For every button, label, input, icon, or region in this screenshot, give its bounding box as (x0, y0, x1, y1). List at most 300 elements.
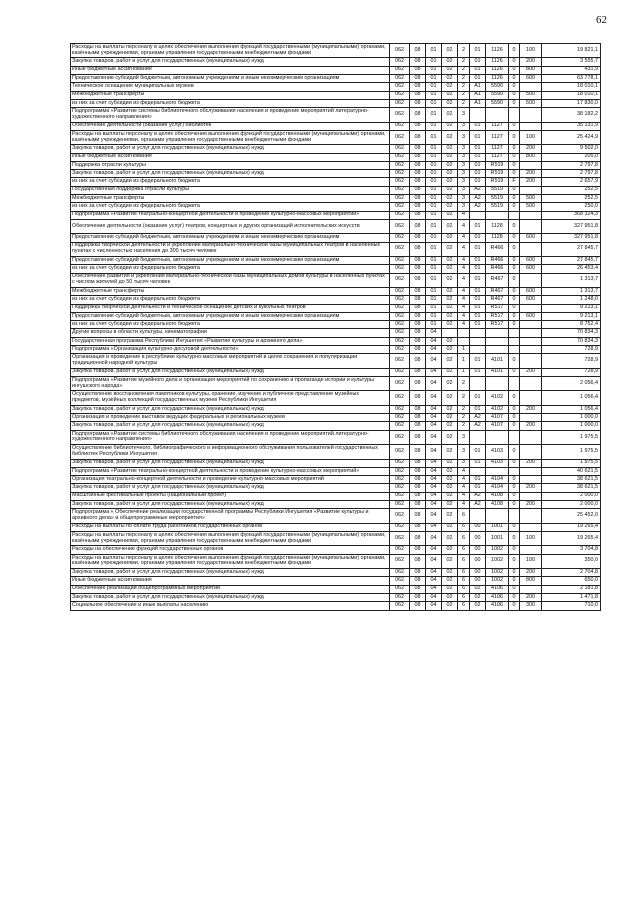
item-name-cell: Закупка товаров, работ и услуг для государственных (муниципальных) нужд (71, 170, 390, 178)
table-row (71, 422, 601, 430)
subsection-code-cell: 01 (426, 83, 442, 91)
direction-code-cell: 4101 (486, 354, 509, 368)
ministry-code-cell: 062 (390, 577, 410, 585)
program-code-cell: 02 (442, 523, 458, 531)
program-code-cell: 02 (442, 509, 458, 523)
subsection-code-cell: 01 (426, 58, 442, 66)
program-code-cell: 02 (442, 186, 458, 194)
table-row (71, 577, 601, 585)
ministry-code-cell: 062 (390, 203, 410, 211)
program-code-cell: 02 (442, 321, 458, 329)
subprogram-code-cell: 4 (458, 219, 470, 233)
fund-code-cell: F (509, 178, 520, 186)
program-code-cell: 02 (442, 422, 458, 430)
section-code-cell: 08 (410, 203, 426, 211)
fund-code-cell: 0 (509, 569, 520, 577)
ministry-code-cell: 062 (390, 273, 410, 287)
ministry-code-cell: 062 (390, 554, 410, 568)
ministry-code-cell: 062 (390, 108, 410, 122)
ministry-code-cell: 062 (390, 195, 410, 203)
program-code-cell: 02 (442, 484, 458, 492)
subprogram-code-cell: 2 (458, 405, 470, 413)
expense-type-code-cell: 100 (520, 130, 542, 144)
item-name-cell: Подпрограмма «Развитие театрально-концертной деятельности и проведение культурно-массовых мероприятий» (71, 211, 390, 219)
amount-cell: 38 621,5 (542, 476, 601, 484)
amount-cell: 1 975,5 (542, 459, 601, 467)
program-code-cell: 02 (442, 337, 458, 345)
direction-code-cell: 4103 (486, 445, 509, 459)
table-row (71, 492, 601, 500)
item-name-cell: Подпрограмма «Развитие музейного дела и организация мероприятий по сохранению и пропаганде истории и культуры ингушского народа» (71, 377, 390, 391)
direction-code-cell: 1126 (486, 58, 509, 66)
fund-code-cell: 0 (509, 296, 520, 304)
item-name-cell: Осуществление восстановления памятников культуры, хранение, изучение и публичное представление музейных предметов, музейных коллекций государственных музеев Республики Ингушетия (71, 391, 390, 405)
subsection-code-cell: 01 (426, 145, 442, 153)
subsection-code-cell: 04 (426, 368, 442, 376)
expense-type-code-cell: 600 (520, 287, 542, 295)
ministry-code-cell: 062 (390, 405, 410, 413)
direction-code-cell: R519 (486, 170, 509, 178)
subsection-code-cell: 04 (426, 569, 442, 577)
program-code-cell: 02 (442, 91, 458, 99)
subsection-code-cell: 04 (426, 346, 442, 354)
fund-code-cell: 0 (509, 422, 520, 430)
fund-code-cell: 0 (509, 554, 520, 568)
program-code-cell: 02 (442, 602, 458, 610)
amount-cell: 18 010,1 (542, 91, 601, 99)
amount-cell: 25 452,0 (542, 509, 601, 523)
item-name-cell: Подпрограмма «Развитие системы библиотечного обслуживания населения и проведение мероприятий литературно-художественного направления» (71, 430, 390, 444)
amount-cell: 3 555,7 (542, 58, 601, 66)
amount-cell: 1 000,0 (542, 422, 601, 430)
subprogram-code-cell: 3 (458, 130, 470, 144)
amount-cell: 38 182,2 (542, 108, 601, 122)
fund-code-cell: 0 (509, 476, 520, 484)
measure-code-cell (470, 467, 486, 475)
subsection-code-cell: 04 (426, 337, 442, 345)
measure-code-cell: A2 (470, 492, 486, 500)
section-code-cell: 08 (410, 219, 426, 233)
subsection-code-cell: 04 (426, 476, 442, 484)
ministry-code-cell: 062 (390, 368, 410, 376)
subprogram-code-cell: 3 (458, 170, 470, 178)
ministry-code-cell: 062 (390, 257, 410, 265)
expense-type-code-cell (520, 321, 542, 329)
section-code-cell: 08 (410, 170, 426, 178)
fund-code-cell: 0 (509, 531, 520, 545)
table-row (71, 195, 601, 203)
direction-code-cell (486, 509, 509, 523)
measure-code-cell: A1 (470, 83, 486, 91)
measure-code-cell (470, 337, 486, 345)
program-code-cell: 02 (442, 554, 458, 568)
measure-code-cell: A1 (470, 91, 486, 99)
subprogram-code-cell: 4 (458, 234, 470, 242)
subprogram-code-cell: 2 (458, 414, 470, 422)
measure-code-cell: 00 (470, 523, 486, 531)
ministry-code-cell: 062 (390, 161, 410, 169)
measure-code-cell: 01 (470, 66, 486, 74)
table-row (71, 569, 601, 577)
expense-type-code-cell: 200 (520, 170, 542, 178)
measure-code-cell: A2 (470, 414, 486, 422)
measure-code-cell: 01 (470, 476, 486, 484)
item-name-cell: Закупка товаров, работ и услуг для государственных (муниципальных) нужд (71, 422, 390, 430)
subsection-code-cell: 01 (426, 195, 442, 203)
measure-code-cell: 01 (470, 145, 486, 153)
expense-type-code-cell: 600 (520, 257, 542, 265)
amount-cell: 1 000,0 (542, 414, 601, 422)
fund-code-cell: 0 (509, 585, 520, 593)
subprogram-code-cell (458, 329, 470, 337)
subprogram-code-cell: 6 (458, 554, 470, 568)
subsection-code-cell: 01 (426, 287, 442, 295)
expense-type-code-cell: 600 (520, 74, 542, 82)
subsection-code-cell: 04 (426, 430, 442, 444)
subsection-code-cell: 01 (426, 44, 442, 58)
expense-type-code-cell: 200 (520, 484, 542, 492)
subprogram-code-cell: 4 (458, 287, 470, 295)
ministry-code-cell: 062 (390, 329, 410, 337)
table-row (71, 354, 601, 368)
expense-type-code-cell: 200 (520, 459, 542, 467)
direction-code-cell: 1127 (486, 153, 509, 161)
measure-code-cell: 01 (470, 312, 486, 320)
ministry-code-cell: 062 (390, 153, 410, 161)
item-name-cell: Обеспечение деятельности (оказание услуг) библиотек (71, 122, 390, 130)
amount-cell: 27 845,7 (542, 242, 601, 256)
direction-code-cell: 1001 (486, 523, 509, 531)
ministry-code-cell: 062 (390, 492, 410, 500)
section-code-cell: 08 (410, 122, 426, 130)
program-code-cell: 02 (442, 99, 458, 107)
subprogram-code-cell: 4 (458, 257, 470, 265)
amount-cell: 1 975,5 (542, 430, 601, 444)
table-row (71, 329, 601, 337)
subsection-code-cell: 01 (426, 242, 442, 256)
direction-code-cell: 1126 (486, 44, 509, 58)
section-code-cell: 08 (410, 91, 426, 99)
expense-type-code-cell (520, 273, 542, 287)
item-name-cell: Другие вопросы в области культуры, кинематографии (71, 329, 390, 337)
measure-code-cell: 01 (470, 44, 486, 58)
ministry-code-cell: 062 (390, 484, 410, 492)
measure-code-cell: 01 (470, 265, 486, 273)
ministry-code-cell: 062 (390, 83, 410, 91)
item-name-cell: Межбюджетные трансферты (71, 195, 390, 203)
ministry-code-cell: 062 (390, 91, 410, 99)
expense-type-code-cell: 800 (520, 577, 542, 585)
direction-code-cell: 5519 (486, 186, 509, 194)
item-name-cell: Закупка товаров, работ и услуг для государственных (муниципальных) нужд (71, 459, 390, 467)
item-name-cell: Закупка товаров, работ и услуг для государственных (муниципальных) нужд (71, 593, 390, 601)
ministry-code-cell: 062 (390, 531, 410, 545)
measure-code-cell: 01 (470, 257, 486, 265)
direction-code-cell: R517 (486, 312, 509, 320)
table-row (71, 337, 601, 345)
section-code-cell: 08 (410, 178, 426, 186)
amount-cell: 327 951,8 (542, 234, 601, 242)
subprogram-code-cell: 3 (458, 178, 470, 186)
fund-code-cell: 0 (509, 145, 520, 153)
measure-code-cell: 01 (470, 354, 486, 368)
direction-code-cell: 1002 (486, 577, 509, 585)
fund-code-cell: 0 (509, 391, 520, 405)
subprogram-code-cell: 4 (458, 321, 470, 329)
program-code-cell: 02 (442, 108, 458, 122)
ministry-code-cell: 062 (390, 304, 410, 312)
fund-code-cell (509, 329, 520, 337)
measure-code-cell: A2 (470, 422, 486, 430)
subprogram-code-cell: 2 (458, 99, 470, 107)
subprogram-code-cell: 2 (458, 74, 470, 82)
subprogram-code-cell: 4 (458, 304, 470, 312)
amount-cell: 9 502,0 (542, 145, 601, 153)
fund-code-cell: 0 (509, 161, 520, 169)
amount-cell: 70 834,3 (542, 329, 601, 337)
expense-type-code-cell (520, 83, 542, 91)
ministry-code-cell: 062 (390, 546, 410, 554)
direction-code-cell (486, 377, 509, 391)
program-code-cell: 02 (442, 44, 458, 58)
direction-code-cell: 1127 (486, 122, 509, 130)
table-row (71, 145, 601, 153)
subsection-code-cell: 01 (426, 203, 442, 211)
measure-code-cell (470, 329, 486, 337)
fund-code-cell: 0 (509, 74, 520, 82)
subprogram-code-cell (458, 337, 470, 345)
direction-code-cell (486, 430, 509, 444)
subprogram-code-cell: 1 (458, 346, 470, 354)
ministry-code-cell: 062 (390, 391, 410, 405)
table-row (71, 99, 601, 107)
expense-type-code-cell: 200 (520, 500, 542, 508)
item-name-cell: Расходы на выплаты персоналу в целях обеспечения выполнения функций государственными (муниципальными) органами, казёнными учреждениями, органами управления государственными внебюджетными фондами (71, 130, 390, 144)
table-row (71, 108, 601, 122)
subsection-code-cell: 01 (426, 296, 442, 304)
amount-cell: 252,5 (542, 195, 601, 203)
expense-type-code-cell: 600 (520, 296, 542, 304)
item-name-cell: Закупка товаров, работ и услуг для государственных (муниципальных) нужд (71, 405, 390, 413)
expense-type-code-cell: 200 (520, 178, 542, 186)
section-code-cell: 08 (410, 492, 426, 500)
measure-code-cell: 00 (470, 577, 486, 585)
section-code-cell: 08 (410, 602, 426, 610)
subprogram-code-cell: 3 (458, 153, 470, 161)
table-row (71, 459, 601, 467)
table-row (71, 257, 601, 265)
program-code-cell (442, 329, 458, 337)
section-code-cell: 08 (410, 130, 426, 144)
section-code-cell: 08 (410, 108, 426, 122)
section-code-cell: 08 (410, 321, 426, 329)
program-code-cell: 02 (442, 391, 458, 405)
measure-code-cell: 01 (470, 391, 486, 405)
subsection-code-cell: 04 (426, 459, 442, 467)
measure-code-cell: 01 (470, 74, 486, 82)
amount-cell: 40 621,5 (542, 467, 601, 475)
program-code-cell: 02 (442, 145, 458, 153)
subprogram-code-cell: 3 (458, 186, 470, 194)
table-row (71, 58, 601, 66)
expense-type-code-cell: 500 (520, 203, 542, 211)
program-code-cell: 02 (442, 66, 458, 74)
measure-code-cell: A2 (470, 195, 486, 203)
section-code-cell: 08 (410, 44, 426, 58)
item-name-cell: Предоставление субсидий бюджетным, автономным учреждениям и иным некоммерческим организациям (71, 257, 390, 265)
subprogram-code-cell: 2 (458, 422, 470, 430)
fund-code-cell (509, 467, 520, 475)
ministry-code-cell: 062 (390, 569, 410, 577)
ministry-code-cell: 062 (390, 287, 410, 295)
program-code-cell: 02 (442, 405, 458, 413)
ministry-code-cell: 062 (390, 211, 410, 219)
fund-code-cell: 0 (509, 234, 520, 242)
direction-code-cell: 4101 (486, 368, 509, 376)
amount-cell: 728,9 (542, 354, 601, 368)
subsection-code-cell: 04 (426, 445, 442, 459)
direction-code-cell (486, 108, 509, 122)
measure-code-cell: 01 (470, 405, 486, 413)
table-row (71, 346, 601, 354)
direction-code-cell: 4106 (486, 602, 509, 610)
subsection-code-cell: 04 (426, 354, 442, 368)
subsection-code-cell: 01 (426, 321, 442, 329)
expense-type-code-cell: 600 (520, 312, 542, 320)
expense-type-code-cell (520, 391, 542, 405)
section-code-cell: 08 (410, 459, 426, 467)
expense-type-code-cell: 500 (520, 195, 542, 203)
section-code-cell: 08 (410, 145, 426, 153)
table-row (71, 66, 601, 74)
table-row (71, 445, 601, 459)
item-name-cell: Закупка товаров, работ и услуг для государственных (муниципальных) нужд (71, 484, 390, 492)
expense-type-code-cell (520, 476, 542, 484)
expense-type-code-cell: 800 (520, 153, 542, 161)
ministry-code-cell: 062 (390, 312, 410, 320)
subprogram-code-cell: 2 (458, 58, 470, 66)
subprogram-code-cell: 6 (458, 531, 470, 545)
subsection-code-cell: 04 (426, 593, 442, 601)
table-row (71, 500, 601, 508)
item-name-cell: Закупка товаров, работ и услуг для государственных (муниципальных) нужд (71, 500, 390, 508)
measure-code-cell: 01 (470, 445, 486, 459)
amount-cell: 368 324,3 (542, 211, 601, 219)
subsection-code-cell: 04 (426, 405, 442, 413)
direction-code-cell: R517 (486, 304, 509, 312)
amount-cell: 350,0 (542, 554, 601, 568)
subprogram-code-cell: 2 (458, 66, 470, 74)
ministry-code-cell: 062 (390, 346, 410, 354)
subprogram-code-cell: 3 (458, 161, 470, 169)
amount-cell: 2 181,8 (542, 585, 601, 593)
program-code-cell: 02 (442, 170, 458, 178)
program-code-cell: 02 (442, 430, 458, 444)
subsection-code-cell: 04 (426, 377, 442, 391)
table-row (71, 405, 601, 413)
subsection-code-cell: 01 (426, 153, 442, 161)
ministry-code-cell: 062 (390, 74, 410, 82)
subsection-code-cell: 01 (426, 170, 442, 178)
section-code-cell: 08 (410, 257, 426, 265)
fund-code-cell: 0 (509, 287, 520, 295)
subprogram-code-cell: 3 (458, 122, 470, 130)
expense-type-code-cell: 200 (520, 368, 542, 376)
section-code-cell: 08 (410, 273, 426, 287)
ministry-code-cell: 062 (390, 509, 410, 523)
program-code-cell: 02 (442, 312, 458, 320)
expense-type-code-cell: 200 (520, 145, 542, 153)
direction-code-cell: R467 (486, 296, 509, 304)
section-code-cell: 08 (410, 467, 426, 475)
expense-type-code-cell (520, 430, 542, 444)
program-code-cell: 02 (442, 178, 458, 186)
direction-code-cell: 5590 (486, 99, 509, 107)
direction-code-cell: 1002 (486, 569, 509, 577)
table-row (71, 44, 601, 58)
table-row (71, 602, 601, 610)
measure-code-cell (470, 346, 486, 354)
ministry-code-cell: 062 (390, 523, 410, 531)
amount-cell: 2 000,0 (542, 500, 601, 508)
subsection-code-cell: 01 (426, 211, 442, 219)
table-row (71, 273, 601, 287)
program-code-cell: 02 (442, 368, 458, 376)
item-name-cell: Государственная поддержка отрасли культуры (71, 186, 390, 194)
direction-code-cell: 1001 (486, 531, 509, 545)
section-code-cell: 08 (410, 577, 426, 585)
fund-code-cell: 0 (509, 546, 520, 554)
program-code-cell: 02 (442, 577, 458, 585)
direction-code-cell: 1126 (486, 74, 509, 82)
ministry-code-cell: 062 (390, 602, 410, 610)
direction-code-cell (486, 467, 509, 475)
amount-cell: 9 213,1 (542, 304, 601, 312)
section-code-cell: 08 (410, 234, 426, 242)
fund-code-cell: 0 (509, 500, 520, 508)
subprogram-code-cell: 2 (458, 44, 470, 58)
direction-code-cell: R467 (486, 273, 509, 287)
item-name-cell: из них за счет субсидии из федерального бюджета (71, 265, 390, 273)
table-row (71, 91, 601, 99)
measure-code-cell: 01 (470, 178, 486, 186)
amount-cell: 1 313,7 (542, 287, 601, 295)
subsection-code-cell: 01 (426, 312, 442, 320)
program-code-cell: 02 (442, 242, 458, 256)
fund-code-cell: 0 (509, 242, 520, 256)
section-code-cell: 08 (410, 242, 426, 256)
table-row (71, 153, 601, 161)
subsection-code-cell: 01 (426, 219, 442, 233)
ministry-code-cell: 062 (390, 337, 410, 345)
subprogram-code-cell: 6 (458, 523, 470, 531)
expense-type-code-cell (520, 108, 542, 122)
item-name-cell: Социальное обеспечение и иные выплаты населению (71, 602, 390, 610)
fund-code-cell (509, 211, 520, 219)
section-code-cell: 08 (410, 430, 426, 444)
subsection-code-cell: 04 (426, 546, 442, 554)
measure-code-cell: 00 (470, 531, 486, 545)
section-code-cell: 08 (410, 414, 426, 422)
program-code-cell: 02 (442, 476, 458, 484)
fund-code-cell: 0 (509, 44, 520, 58)
item-name-cell: Организация театрально-концертной деятельности и проведение культурно-массовых мероприятий (71, 476, 390, 484)
subprogram-code-cell: 6 (458, 585, 470, 593)
subprogram-code-cell: 6 (458, 577, 470, 585)
subprogram-code-cell: 2 (458, 83, 470, 91)
item-name-cell: Поддержка творческой деятельности и укрепление материально-технической базы муниципальных театров в населенных пунктах с численностью населения до 300 тысяч человек (71, 242, 390, 256)
expense-type-code-cell: 100 (520, 554, 542, 568)
